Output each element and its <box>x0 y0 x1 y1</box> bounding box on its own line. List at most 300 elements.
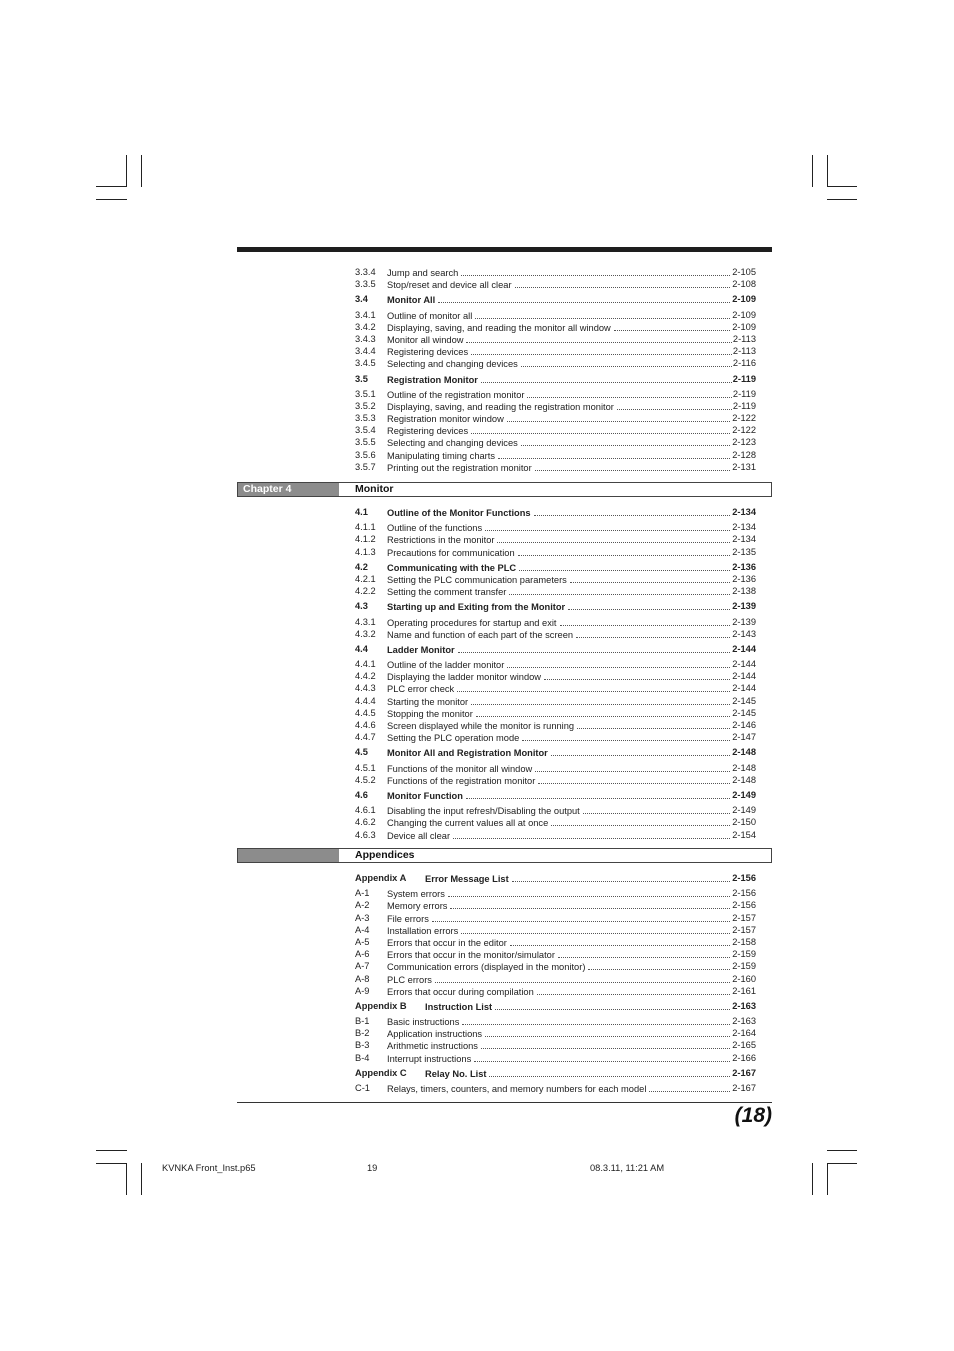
toc-entry-page: 2-167 <box>732 1083 756 1093</box>
toc-entry <box>237 731 772 743</box>
toc-entry-page: 2-143 <box>732 628 756 639</box>
toc-entry <box>237 424 772 436</box>
toc-entry-number: 3.4.1 <box>355 309 376 320</box>
dot-leader <box>471 424 756 434</box>
toc-entry <box>237 960 772 972</box>
toc-entry <box>237 321 772 333</box>
toc-entry-page: 2-144 <box>732 659 756 670</box>
toc-entry-page: 2-123 <box>732 437 756 448</box>
toc-entry-title: Registration monitor window <box>387 414 504 425</box>
dot-leader <box>461 924 756 934</box>
toc-entry <box>237 682 772 694</box>
toc-entry-number: 4.4.5 <box>355 707 376 718</box>
toc-entry-title: Displaying, saving, and reading the monitor all window <box>387 322 611 333</box>
toc-entry-title: Setting the PLC communication parameters <box>387 574 567 585</box>
chapter-tab: Chapter 4 <box>238 483 339 496</box>
toc-entry <box>237 357 772 369</box>
toc-entry-title: Stopping the monitor <box>387 708 473 719</box>
toc-entry-page: 2-156 <box>732 900 756 911</box>
toc-entry-leader <box>387 628 756 641</box>
dot-leader <box>476 707 756 717</box>
dot-leader <box>558 948 756 958</box>
toc-entry-page: 2-159 <box>732 961 756 972</box>
toc-entry-page: 2-148 <box>732 747 756 758</box>
toc-entry <box>237 266 772 278</box>
toc-entry <box>237 521 772 533</box>
toc-entry-title: Monitor all window <box>387 334 464 345</box>
toc-section-entry <box>237 643 772 655</box>
toc-entry-leader <box>387 643 756 656</box>
toc-entry-number: 4.4.3 <box>355 683 376 694</box>
toc-section-entry <box>237 746 772 758</box>
toc-entry-leader <box>387 293 756 306</box>
toc-entry-title: Interrupt instructions <box>387 1053 472 1064</box>
toc-entry-page: 2-113 <box>732 346 756 357</box>
toc-entry-title: Registering devices <box>387 347 469 358</box>
toc-section-entry <box>237 600 772 612</box>
toc-entry-title: Selecting and changing devices <box>387 359 518 370</box>
toc-entry-number: 4.5.1 <box>355 762 376 773</box>
dot-leader <box>568 600 756 610</box>
toc-entry-page: 2-119 <box>732 400 756 411</box>
toc-entry-leader <box>387 585 756 598</box>
toc-entry-number: 4.6 <box>355 789 368 800</box>
dot-leader <box>471 345 756 355</box>
toc-entry-title: Device all clear <box>387 830 451 841</box>
toc-entry-title: Setting the comment transfer <box>387 587 507 598</box>
toc-entry-title: Outline of the ladder monitor <box>387 660 505 671</box>
toc-section-appendices <box>237 872 772 1094</box>
dot-leader <box>507 658 756 668</box>
toc-entry-title: Relay No. List <box>425 1068 487 1079</box>
toc-entry-page: 2-165 <box>732 1040 756 1051</box>
dot-leader <box>576 628 756 638</box>
toc-entry-title: Printing out the registration monitor <box>387 462 532 473</box>
toc-entry-title: Changing the current values all at once <box>387 818 549 829</box>
toc-entry-page: 2-144 <box>732 643 756 654</box>
toc-entry-title: Outline of the Monitor Functions <box>387 508 531 518</box>
toc-entry-number: 3.5.7 <box>355 461 376 472</box>
toc-entry-title: Outline of the functions <box>387 523 483 534</box>
toc-entry-number: 4.3.1 <box>355 616 376 627</box>
toc-entry <box>237 400 772 412</box>
dot-leader <box>551 746 756 756</box>
toc-entry-page: 2-122 <box>732 413 756 424</box>
toc-entry-page: 2-167 <box>732 1067 756 1078</box>
dot-leader <box>518 546 756 556</box>
dot-leader <box>495 1000 756 1010</box>
toc-entry <box>237 762 772 774</box>
toc-entry-page: 2-150 <box>732 817 756 828</box>
toc-entry-title: PLC errors <box>387 974 432 985</box>
dot-leader <box>481 373 756 383</box>
toc-entry-title: Restrictions in the monitor <box>387 535 495 546</box>
toc-entry-leader <box>387 546 756 559</box>
toc-entry <box>237 333 772 345</box>
toc-entry-number: B-1 <box>355 1016 370 1027</box>
dot-leader <box>474 1052 756 1062</box>
toc-entry-number: 3.5 <box>355 373 368 384</box>
toc-entry-page: 2-131 <box>732 461 756 472</box>
toc-section-entry <box>237 872 772 884</box>
toc-entry-number: 4.5.2 <box>355 774 376 785</box>
toc-entry-title: Monitor Function <box>387 790 463 801</box>
toc-entry-page: 2-156 <box>732 873 756 883</box>
dot-leader <box>475 309 756 319</box>
toc-entry-number: 3.4.5 <box>355 358 376 369</box>
toc-entry-page: 2-116 <box>732 358 756 369</box>
toc-entry-leader <box>387 731 756 744</box>
dot-leader <box>512 872 756 882</box>
footer-rule <box>237 1102 772 1103</box>
toc-entry-title: Communicating with the PLC <box>387 562 517 573</box>
chapter-title: Monitor <box>355 483 394 495</box>
toc-entry <box>237 1027 772 1039</box>
toc-entry-title: Errors that occur during compilation <box>387 986 534 997</box>
toc-entry-title: Manipulating timing charts <box>387 450 495 461</box>
toc-entry-page: 2-136 <box>732 573 756 584</box>
toc-entry-title: Functions of the registration monitor <box>387 775 536 786</box>
appendices-heading <box>237 848 772 863</box>
toc-entry-title: Stop/reset and device all clear <box>387 280 512 291</box>
toc-entry-page: 2-108 <box>732 279 756 290</box>
toc-entry-title: Errors that occur in the monitor/simulator <box>387 950 555 961</box>
appendices-title: Appendices <box>355 849 415 861</box>
toc-entry <box>237 546 772 558</box>
toc-entry <box>237 309 772 321</box>
dot-leader <box>471 695 756 705</box>
toc-entry-page: 2-119 <box>732 373 756 384</box>
toc-entry <box>237 887 772 899</box>
toc-entry-number: 4.2 <box>355 561 368 572</box>
toc-entry-leader <box>387 357 756 370</box>
toc-entry-number: 4.1.3 <box>355 546 376 557</box>
toc-section-entry <box>237 561 772 573</box>
toc-entry-number: 4.5 <box>355 747 368 758</box>
dot-leader <box>457 682 756 692</box>
toc-entry-title: Jump and search <box>387 268 459 278</box>
toc-entry-leader <box>387 1052 756 1065</box>
toc-entry <box>237 461 772 473</box>
toc-entry-number: A-5 <box>355 936 370 947</box>
footer-sheet-number: 19 <box>367 1163 378 1173</box>
toc-section-entry <box>237 789 772 801</box>
toc-entry-title: Arithmetic instructions <box>387 1041 478 1052</box>
toc-entry-number: 3.3.5 <box>355 279 376 290</box>
dot-leader <box>544 670 756 680</box>
toc-entry-page: 2-109 <box>732 294 756 305</box>
toc-entry-title: Installation errors <box>387 925 459 936</box>
toc-entry <box>237 899 772 911</box>
toc-entry-title: Screen displayed while the monitor is running <box>387 721 575 731</box>
toc-entry-number: 3.4.3 <box>355 333 376 344</box>
toc-entry-number: A-8 <box>355 973 370 984</box>
toc-entry <box>237 973 772 985</box>
toc-entry-number: 3.4.4 <box>355 346 376 357</box>
toc-entry-number: B-2 <box>355 1028 370 1039</box>
toc-entry-title: Functions of the monitor all window <box>387 763 533 774</box>
toc-entry-number: A-7 <box>355 961 370 972</box>
dot-leader <box>432 912 756 922</box>
toc-entry-number: A-2 <box>355 900 370 911</box>
toc-entry-page: 2-159 <box>732 949 756 960</box>
toc-entry-page: 2-134 <box>732 507 756 517</box>
toc-entry-number: 4.6.2 <box>355 817 376 828</box>
toc-entry <box>237 658 772 670</box>
toc-entry-number: 4.2.2 <box>355 586 376 597</box>
toc-entry-title: Name and function of each part of the screen <box>387 629 574 640</box>
toc-entry <box>237 1039 772 1051</box>
toc-entry-number: 3.5.3 <box>355 413 376 424</box>
toc-entry-page: 2-134 <box>732 522 756 533</box>
toc-entry-title: Outline of the registration monitor <box>387 389 525 400</box>
toc-entry <box>237 804 772 816</box>
toc-entry-page: 2-163 <box>732 1016 756 1027</box>
toc-entry-page: 2-128 <box>732 449 756 460</box>
toc-entry-page: 2-149 <box>732 805 756 816</box>
toc-entry-title: Displaying, saving, and reading the registration monitor <box>387 401 614 412</box>
dot-leader <box>489 1067 756 1077</box>
toc-entry-number: Appendix C <box>355 1067 407 1078</box>
toc-entry-number: A-3 <box>355 912 370 923</box>
toc-entry-number: 4.1.1 <box>355 522 376 533</box>
toc-entry-page: 2-157 <box>732 924 756 935</box>
footer-timestamp: 08.3.11, 11:21 AM <box>590 1163 665 1173</box>
toc-entry-number: 4.1.2 <box>355 534 376 545</box>
toc-entry <box>237 816 772 828</box>
toc-entry-page: 2-148 <box>732 762 756 773</box>
dot-leader <box>577 719 756 729</box>
dot-leader <box>435 973 756 983</box>
dot-leader <box>522 731 756 741</box>
toc-entry <box>237 1052 772 1064</box>
dot-leader <box>527 388 756 398</box>
toc-entry-leader <box>425 872 756 885</box>
toc-entry-title: Basic instructions <box>387 1017 460 1028</box>
toc-entry-page: 2-135 <box>732 546 756 557</box>
dot-leader <box>462 1015 756 1025</box>
toc-entry-page: 2-156 <box>732 888 756 899</box>
toc-section-entry <box>237 1067 772 1079</box>
toc-entry <box>237 573 772 585</box>
toc-entry-number: A-9 <box>355 985 370 996</box>
toc-entry-number: 3.5.2 <box>355 400 376 411</box>
toc-section-chapter-4 <box>237 506 772 841</box>
toc-entry-title: Registration Monitor <box>387 374 478 385</box>
dot-leader <box>507 412 756 422</box>
dot-leader <box>535 762 756 772</box>
dot-leader <box>570 573 756 583</box>
toc-entry <box>237 985 772 997</box>
toc-entry-number: 4.1 <box>355 507 368 517</box>
toc-entry-number: Appendix B <box>355 1000 407 1011</box>
header-rule <box>237 247 772 252</box>
toc-entry <box>237 707 772 719</box>
toc-section-entry <box>237 293 772 305</box>
dot-leader <box>534 506 756 516</box>
toc-entry <box>237 829 772 841</box>
toc-entry-number: C-1 <box>355 1083 370 1093</box>
toc-entry-number: B-3 <box>355 1040 370 1051</box>
toc-entry-page: 2-145 <box>732 707 756 718</box>
toc-entry-title: Monitor All and Registration Monitor <box>387 748 548 759</box>
toc-entry-title: System errors <box>387 889 445 900</box>
toc-entry-title: Monitor All <box>387 295 436 306</box>
toc-entry-number: 4.4.1 <box>355 659 376 670</box>
toc-entry-leader <box>387 600 756 613</box>
dot-leader <box>498 449 756 459</box>
toc-entry-title: Starting up and Exiting from the Monitor <box>387 602 566 613</box>
toc-entry-page: 2-158 <box>732 936 756 947</box>
toc-entry <box>237 449 772 461</box>
toc-entry-number: 3.5.4 <box>355 425 376 436</box>
dot-leader <box>481 1039 756 1049</box>
dot-leader <box>509 585 756 595</box>
toc-entry-leader <box>425 1067 756 1080</box>
dot-leader <box>519 561 756 571</box>
toc-entry-number: 3.5.6 <box>355 449 376 460</box>
toc-entry-page: 2-139 <box>732 616 756 627</box>
toc-entry <box>237 278 772 290</box>
toc-entry-number: Appendix A <box>355 873 407 883</box>
toc-entry-title: Error Message List <box>425 874 509 884</box>
dot-leader <box>448 887 756 897</box>
toc-entry <box>237 948 772 960</box>
dot-leader <box>551 816 756 826</box>
toc-entry <box>237 616 772 628</box>
toc-entry-page: 2-148 <box>732 774 756 785</box>
toc-entry-title: Displaying the ladder monitor window <box>387 672 541 683</box>
toc-entry-page: 2-144 <box>732 671 756 682</box>
toc-entry-title: Application instructions <box>387 1029 483 1040</box>
toc-entry-title: Disabling the input refresh/Disabling the output <box>387 806 580 817</box>
toc-entry-title: Instruction List <box>425 1001 493 1012</box>
toc-entry-page: 2-166 <box>732 1052 756 1063</box>
dot-leader <box>466 789 756 799</box>
toc-entry-number: 3.4.2 <box>355 321 376 332</box>
toc-entry-page: 2-105 <box>732 267 756 277</box>
toc-entry-leader <box>425 1000 756 1013</box>
toc-entry-leader <box>387 774 756 787</box>
dot-leader <box>461 266 756 276</box>
dot-leader <box>497 533 756 543</box>
toc-entry-page: 2-109 <box>732 309 756 320</box>
toc-section-entry <box>237 506 772 518</box>
toc-entry-page: 2-154 <box>732 829 756 840</box>
toc-entry-number: 3.5.1 <box>355 388 376 399</box>
toc-entry-page: 2-149 <box>732 789 756 800</box>
toc-entry <box>237 912 772 924</box>
toc-entry-number: 3.3.4 <box>355 267 376 277</box>
toc-entry <box>237 1015 772 1027</box>
toc-entry <box>237 388 772 400</box>
toc-section-entry <box>237 1000 772 1012</box>
toc-entry-page: 2-138 <box>732 586 756 597</box>
toc-entry-title: Outline of monitor all <box>387 310 473 321</box>
dot-leader <box>453 829 756 839</box>
toc-entry-page: 2-164 <box>732 1028 756 1039</box>
toc-entry-page: 2-139 <box>732 601 756 612</box>
toc-entry-page: 2-163 <box>732 1000 756 1011</box>
toc-entry <box>237 670 772 682</box>
dot-leader <box>521 436 756 446</box>
toc-entry-number: B-4 <box>355 1052 370 1063</box>
toc-entry-leader <box>387 789 756 802</box>
toc-entry-number: 4.4 <box>355 643 368 654</box>
dot-leader <box>450 899 756 909</box>
toc-entry-number: 4.2.1 <box>355 573 376 584</box>
toc-entry <box>237 628 772 640</box>
toc-entry-leader <box>387 506 756 519</box>
toc-entry-number: 3.5.5 <box>355 437 376 448</box>
toc-entry-leader <box>387 746 756 759</box>
toc-entry <box>237 436 772 448</box>
toc-entry-title: Memory errors <box>387 901 448 912</box>
toc-entry-title: Ladder Monitor <box>387 644 455 655</box>
toc-entry-leader <box>387 461 756 474</box>
toc-entry <box>237 719 772 731</box>
dot-leader <box>538 774 756 784</box>
toc-entry-page: 2-147 <box>732 732 756 743</box>
page-number: (18) <box>734 1104 772 1127</box>
toc-entry <box>237 774 772 786</box>
toc-entry-title: Starting the monitor <box>387 696 469 707</box>
dot-leader <box>466 333 756 343</box>
toc-entry-leader <box>387 1082 756 1095</box>
toc-entry-title: Operating procedures for startup and exit <box>387 617 557 628</box>
toc-entry-title: Registering devices <box>387 426 469 437</box>
toc-entry-page: 2-146 <box>732 720 756 730</box>
dot-leader <box>515 278 756 288</box>
toc-section-chapter-3 <box>237 266 772 473</box>
toc-entry-number: 4.4.6 <box>355 720 376 730</box>
toc-entry-number: 4.6.1 <box>355 805 376 816</box>
toc-entry <box>237 924 772 936</box>
toc-entry <box>237 533 772 545</box>
toc-entry <box>237 695 772 707</box>
dot-leader <box>485 1027 756 1037</box>
toc-entry-page: 2-157 <box>732 912 756 923</box>
toc-entry-leader <box>387 985 756 998</box>
toc-entry-number: 4.4.4 <box>355 695 376 706</box>
toc-entry-title: Errors that occur in the editor <box>387 937 507 948</box>
toc-entry-title: Relays, timers, counters, and memory numbers for each model <box>387 1084 647 1094</box>
chapter-4-heading <box>237 482 772 497</box>
toc-entry-number: 3.4 <box>355 294 368 305</box>
toc-entry-title: Communication errors (displayed in the monitor) <box>387 962 586 973</box>
toc-entry <box>237 345 772 357</box>
dot-leader <box>537 985 756 995</box>
toc-entry-page: 2-122 <box>732 425 756 436</box>
toc-entry-leader <box>387 829 756 842</box>
toc-entry-page: 2-145 <box>732 695 756 706</box>
toc-entry <box>237 412 772 424</box>
toc-entry-title: File errors <box>387 913 429 924</box>
toc-entry-page: 2-136 <box>732 561 756 572</box>
toc-entry-page: 2-144 <box>732 683 756 694</box>
footer-file-name: KVNKA Front_Inst.p65 <box>162 1163 256 1173</box>
toc-entry-leader <box>387 373 756 386</box>
dot-leader <box>535 461 756 471</box>
toc-entry-page: 2-113 <box>732 333 756 344</box>
toc-entry-number: 4.3.2 <box>355 628 376 639</box>
dot-leader <box>458 643 756 653</box>
toc-entry <box>237 1082 772 1094</box>
dot-leader <box>583 804 756 814</box>
toc-entry-number: 4.4.7 <box>355 732 376 743</box>
toc-entry-title: Setting the PLC operation mode <box>387 733 520 744</box>
toc-entry-page: 2-161 <box>732 985 756 996</box>
